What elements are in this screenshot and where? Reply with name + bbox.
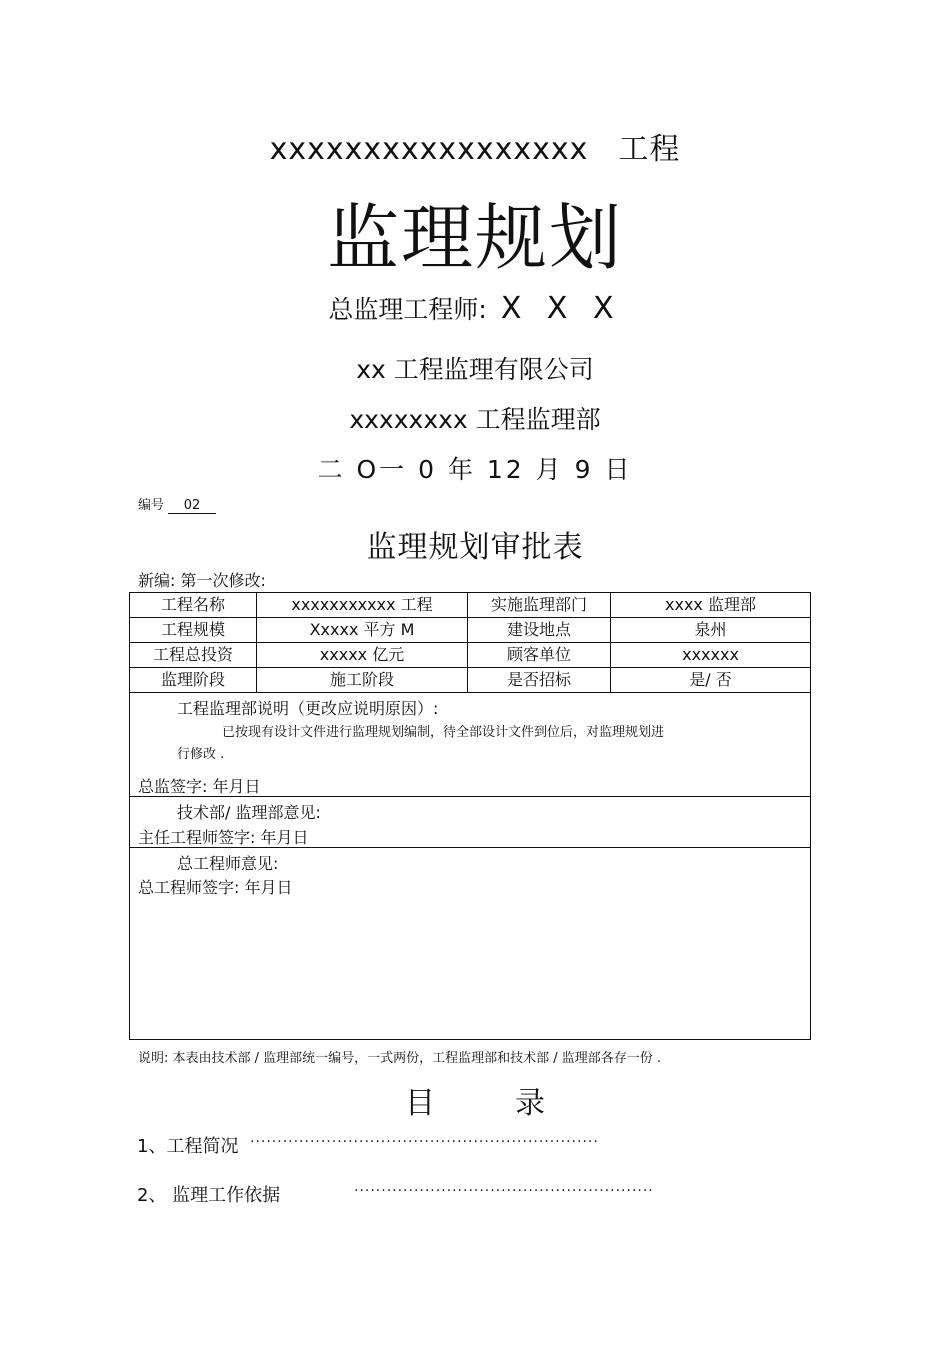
table-cell: 工程规模: [130, 618, 257, 643]
tech-opinion-row: [130, 797, 811, 848]
table-cell: 工程名称: [130, 593, 257, 618]
table-cell: 实施监理部门: [468, 593, 611, 618]
department-name: xxxxxxxx 工程监理部: [349, 405, 601, 434]
table-cell: 是/ 否: [611, 668, 811, 693]
table-cell: Xxxxx 平方 M: [257, 618, 468, 643]
table-cell: xxxxxxxxxxx 工程: [257, 593, 468, 618]
serial-value: 02: [168, 498, 216, 514]
tech-opinion-block: [130, 797, 811, 848]
table-row: [130, 593, 811, 618]
table-cell: 顾客单位: [468, 643, 611, 668]
table-cell: xxxx 监理部: [611, 593, 811, 618]
form-note: 说明: 本表由技术部 / 监理部统一编号，一式两份，工程监理部和技术部 / 监理部各存一份 .: [138, 1051, 662, 1066]
toc-item-dots: ·······················································: [354, 1183, 654, 1199]
chief-engineer-line: [0, 290, 950, 326]
table-cell: 是否招标: [468, 668, 611, 693]
table-cell: 建设地点: [468, 618, 611, 643]
table-cell: xxxxxx: [611, 643, 811, 668]
approval-form-title: 监理规划审批表: [366, 530, 584, 565]
dept-note-block: [130, 693, 811, 797]
table-cell: 施工阶段: [257, 668, 468, 693]
dept-note-line: 行修改 .: [177, 747, 225, 762]
table-cell: 泉州: [611, 618, 811, 643]
table-cell: 工程总投资: [130, 643, 257, 668]
project-name: xxxxxxxxxxxxxxxxx: [269, 132, 589, 167]
chief-engineer-name: X X X: [500, 291, 622, 326]
toc-item-label: 2、 监理工作依据: [137, 1185, 281, 1206]
table-row: [130, 643, 811, 668]
dept-note-signature: 总监签字: 年月日: [138, 777, 261, 796]
approval-table: [129, 592, 811, 1040]
table-row: [130, 668, 811, 693]
table-cell: 监理阶段: [130, 668, 257, 693]
project-suffix: 工程: [618, 132, 681, 167]
toc-heading: [0, 1078, 950, 1122]
table-row: [130, 618, 811, 643]
serial-number: [138, 494, 216, 514]
toc-item-dots: ································································: [250, 1134, 599, 1150]
chief-opinion-row: [130, 848, 811, 1040]
chief-opinion-block: [130, 848, 811, 1040]
chief-engineer-label: 总监理工程师:: [328, 295, 487, 324]
chief-opinion-signature: 总工程师签字: 年月日: [138, 878, 293, 897]
dept-note-line: 已按现有设计文件进行监理规划编制，待全部设计文件到位后，对监理规划进: [222, 725, 665, 740]
document-title: 监理规划: [326, 196, 623, 280]
dept-note-row: [130, 693, 811, 797]
toc-item-label: 1、工程简况: [137, 1136, 239, 1157]
company-name: xx 工程监理有限公司: [356, 355, 594, 384]
chief-opinion-title: 总工程师意见:: [177, 854, 279, 873]
project-title: [0, 124, 950, 168]
serial-label: 编号: [138, 498, 165, 513]
tech-opinion-title: 技术部/ 监理部意见:: [177, 803, 321, 822]
table-cell: xxxxx 亿元: [257, 643, 468, 668]
document-date: 二 O一 0 年 12 月 9 日: [317, 455, 633, 484]
dept-note-title: 工程监理部说明（更改应说明原因）:: [177, 699, 439, 718]
tech-opinion-signature: 主任工程师签字: 年月日: [138, 828, 309, 847]
edit-status-line: 新编: 第一次修改:: [138, 571, 266, 590]
toc-heading-right: 录: [515, 1086, 545, 1121]
toc-heading-left: 目: [405, 1086, 435, 1121]
